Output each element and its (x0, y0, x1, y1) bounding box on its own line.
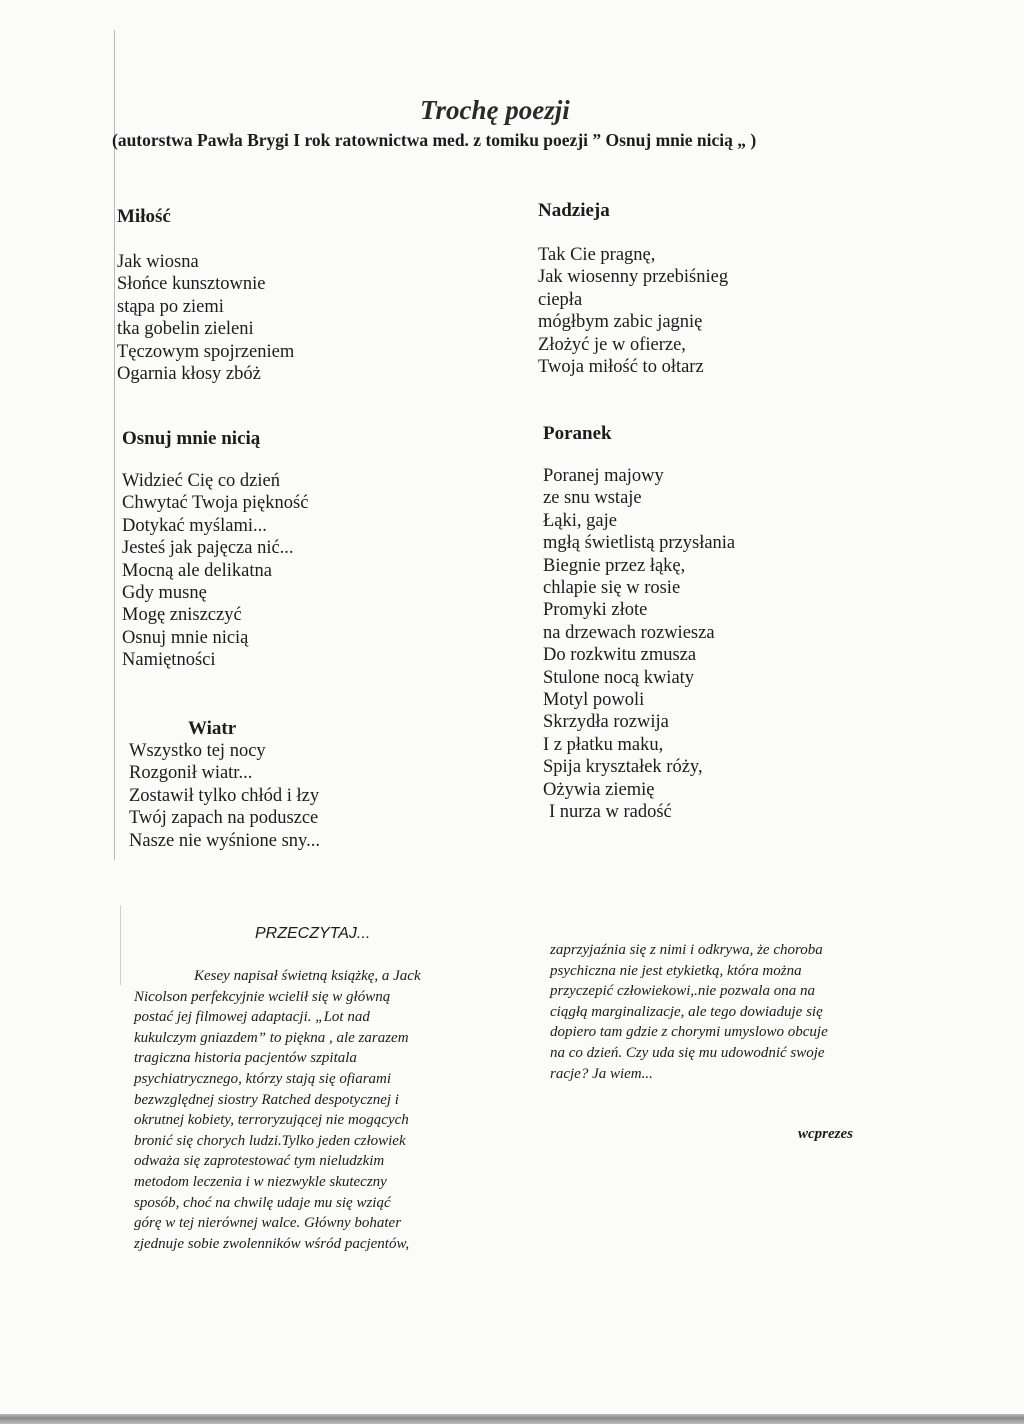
poem-line: Skrzydła rozwija (543, 712, 669, 733)
review-line: na co dzień. Czy uda się mu udowodnić swoje (550, 1044, 825, 1061)
review-column-left (134, 966, 421, 1254)
poem-lines (543, 465, 735, 824)
poem-title: Miłość (117, 206, 171, 227)
poem-title: Osnuj mnie nicią (122, 428, 261, 449)
review-line: zjednuje sobie zwolenników wśród pacjentów, (134, 1235, 410, 1252)
review-signature: wcprezes (798, 1126, 853, 1142)
poem-line: Spija kryształek róży, (543, 757, 703, 778)
poem-line: Jesteś jak pajęcza nić... (122, 538, 294, 559)
poem-title: Wiatr (188, 718, 237, 739)
review-line: racje? Ja wiem... (550, 1065, 653, 1082)
poem-line: Nasze nie wyśnione sny... (129, 830, 320, 851)
review-line: sposób, choć na chwilę udaje mu się wziąć (134, 1194, 391, 1211)
poem-line: chlapie się w rosie (543, 578, 681, 599)
review-line: dopiero tam gdzie z chorymi umyslowo obcuje (550, 1024, 828, 1041)
poem-line: ze snu wstaje (543, 488, 642, 509)
scan-margin-line (114, 30, 115, 860)
poem-title: Nadzieja (538, 200, 610, 221)
poem-lines (538, 244, 728, 378)
poem-line: Osnuj mnie nicią (122, 627, 249, 648)
scan-bottom-edge (0, 1414, 1024, 1424)
review-line: przyczepić człowiekowi,.nie pozwala ona na (550, 983, 815, 1000)
poem-line: Gdy musnę (122, 583, 207, 604)
poem-line: Poranej majowy (543, 466, 664, 486)
poem-line: Ożywia ziemię (543, 779, 655, 800)
poem-line: Promyki złote (543, 600, 648, 621)
poem-line: Ogarnia kłosy zbóż (117, 364, 261, 385)
poem-line: ciepła (538, 289, 583, 310)
poem-line: Zostawił tylko chłód i łzy (129, 785, 320, 806)
poem-line: Motyl powoli (543, 690, 645, 711)
poem-line: Widzieć Cię co dzień (122, 471, 280, 491)
review-line: górę w tej nierównej walce. Główny bohater (134, 1215, 402, 1232)
poem-line: Stulone nocą kwiaty (543, 667, 695, 688)
poem-line: Rozgonił wiatr... (129, 763, 253, 784)
poem-milosc (117, 206, 294, 385)
poem-line: Dotykać myślami... (122, 515, 267, 536)
poem-line: Biegnie przez łąkę, (543, 555, 686, 576)
poem-osnuj-mnie-nicia (122, 428, 308, 672)
poem-line: Mogę zniszczyć (122, 605, 242, 626)
review-line: psychiatrycznego, którzy stają się ofiarami (134, 1070, 392, 1087)
poem-line: Tęczowym spojrzeniem (117, 341, 295, 362)
poem-line: na drzewach rozwiesza (543, 622, 715, 643)
poem-line: Wszystko tej nocy (129, 741, 266, 761)
poem-line: I nurza w radość (549, 802, 672, 823)
poem-line: mgłą świetlistą przysłania (543, 533, 736, 554)
review-line: odważa się zaprotestować tym nieludzkim (134, 1153, 385, 1170)
poem-line: Namiętności (122, 650, 216, 671)
poem-line: Twój zapach na poduszce (129, 808, 319, 829)
poem-line: Jak wiosna (117, 252, 199, 272)
poem-line: Złożyć je w ofierze, (538, 334, 686, 355)
scan-margin-line (120, 905, 121, 985)
poem-lines (122, 470, 308, 672)
poem-line: Mocną ale delikatna (122, 560, 272, 581)
poem-line: stąpa po ziemi (117, 296, 224, 317)
poem-line: Słońce kunsztownie (117, 274, 266, 295)
poem-line: I z płatku maku, (543, 734, 664, 755)
poem-line: Chwytać Twoja piękność (122, 493, 309, 514)
poem-wiatr (129, 718, 320, 852)
poem-poranek (543, 423, 735, 824)
review-line: bronić się chorych ludzi.Tylko jeden człowiek (134, 1132, 406, 1149)
review-line: metodom leczenia i w niezwykle skuteczny (134, 1173, 387, 1190)
poem-line: tka gobelin zieleni (117, 319, 254, 340)
poem-line: mógłbym zabic jagnię (538, 312, 703, 333)
poem-line: Twoja miłość to ołtarz (538, 357, 704, 378)
review-column-right (550, 940, 828, 1084)
page-title: Trochę poezji (420, 95, 570, 125)
review-line: ciągłą marginalizacje, ale tego dowiaduje się (550, 1003, 823, 1020)
poem-line: Łąki, gaje (543, 510, 617, 531)
review-heading: PRZECZYTAJ... (255, 925, 371, 942)
poem-line: Jak wiosenny przebiśnieg (538, 267, 729, 288)
page-subtitle: (autorstwa Pawła Brygi I rok ratownictwa med. z tomiku poezji ” Osnuj mnie nicią „ ) (112, 130, 757, 150)
poem-lines (117, 251, 294, 385)
review-line: Nicolson perfekcyjnie wcielił się w główną (134, 988, 391, 1005)
review-line: tragiczna historia pacjentów szpitala (134, 1050, 357, 1067)
poem-lines (129, 740, 320, 852)
review-line: okrutnej kobiety, terroryzującej nie mogących (134, 1112, 409, 1129)
review-line: zaprzyjaźnia się z nimi i odkrywa, że choroba (550, 942, 823, 958)
poem-title: Poranek (543, 423, 612, 444)
review-line: bezwzględnej siostry Ratched despotycznej i (134, 1091, 399, 1108)
poem-line: Do rozkwitu zmusza (543, 645, 697, 666)
poem-line: Tak Cie pragnę, (538, 245, 656, 265)
review-line: kukulczym gniazdem” to piękna , ale zarazem (134, 1029, 409, 1046)
review-line: Kesey napisał świetną książkę, a Jack (194, 968, 421, 984)
review-line: postać jej filmowej adaptacji. „Lot nad (134, 1009, 370, 1026)
review-line: psychiczna nie jest etykietką, która można (550, 962, 802, 979)
poem-nadzieja (538, 200, 728, 378)
